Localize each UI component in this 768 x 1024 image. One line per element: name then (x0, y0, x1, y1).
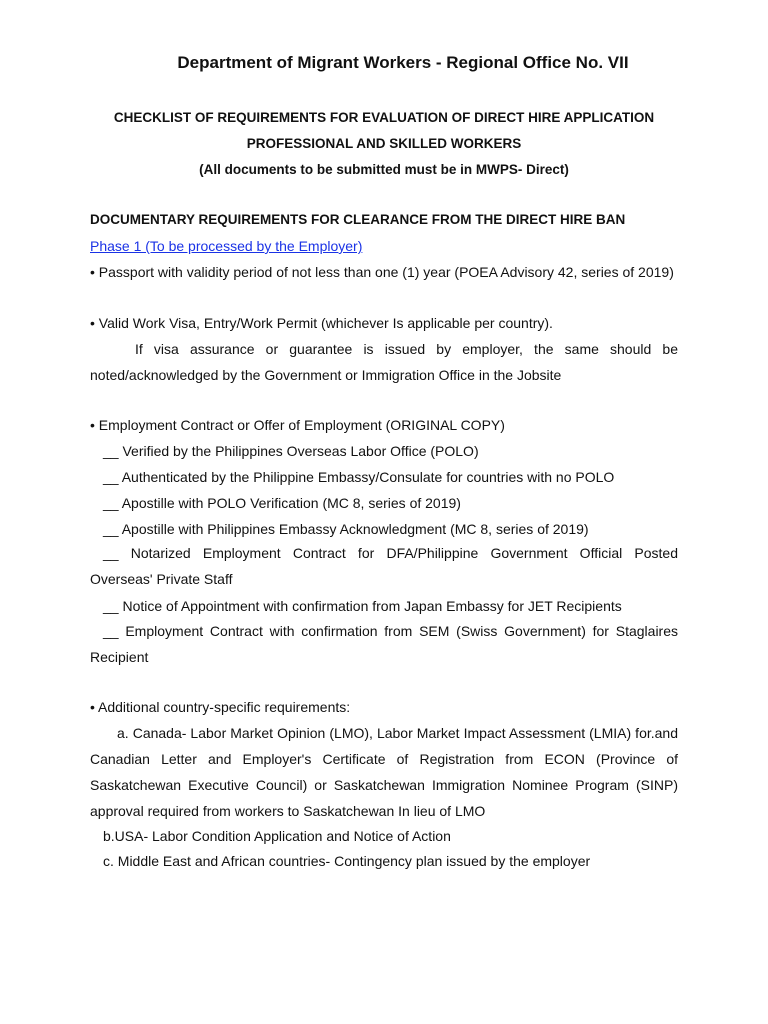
page-title: Department of Migrant Workers - Regional Office No. VII (177, 53, 629, 72)
contract-item-apostille-polo: __ Apostille with POLO Verification (MC 8, series of 2019) (103, 495, 461, 511)
contract-item-polo: __ Verified by the Philippines Overseas Labor Office (POLO) (103, 443, 479, 459)
section-heading: DOCUMENTARY REQUIREMENTS FOR CLEARANCE FROM THE DIRECT HIRE BAN (90, 212, 626, 227)
visa-requirement: • Valid Work Visa, Entry/Work Permit (whichever Is applicable per country). (90, 315, 553, 331)
checklist-subheading: PROFESSIONAL AND SKILLED WORKERS (246, 136, 522, 151)
contract-item-sem: __ Employment Contract with confirmation from SEM (Swiss Government) for Staglaires Recipient (90, 623, 678, 665)
contract-item-apostille-embassy: __ Apostille with Philippines Embassy Acknowledgment (MC 8, series of 2019) (103, 521, 589, 537)
passport-requirement: • Passport with validity period of not less than one (1) year (POEA Advisory 42, series of 2019) (90, 264, 674, 280)
contract-item-embassy: __ Authenticated by the Philippine Embassy/Consulate for countries with no POLO (103, 469, 615, 485)
additional-requirements: • Additional country-specific requirements: (90, 699, 351, 715)
middle-east-requirement: c. Middle East and African countries- Contingency plan issued by the employer (103, 853, 591, 869)
phase-1-link[interactable]: Phase 1 (To be processed by the Employer) (90, 238, 363, 254)
checklist-heading: CHECKLIST OF REQUIREMENTS FOR EVALUATION OF DIRECT HIRE APPLICATION (113, 110, 655, 125)
contract-item-jet: __ Notice of Appointment with confirmation from Japan Embassy for JET Recipients (103, 598, 622, 614)
contract-requirement: • Employment Contract or Offer of Employment (ORIGINAL COPY) (90, 417, 505, 433)
contract-item-notarized: __ Notarized Employment Contract for DFA/Philippine Government Official Posted Overseas' Private Staff (90, 545, 678, 587)
usa-requirement: b.USA- Labor Condition Application and Notice of Action (103, 828, 451, 844)
checklist-note: (All documents to be submitted must be in MWPS- Direct) (199, 162, 569, 177)
canada-requirement: a. Canada- Labor Market Opinion (LMO), Labor Market Impact Assessment (LMIA) for.and Canadian Letter and Employer's Certificate of Registration from ECON (Province of Saskatchewan Executive Council) or Saskatchewan Immigration Nominee Program (SINP) approval required from workers to Saskatchewan In lieu of LMO (90, 725, 678, 819)
visa-note: If visa assurance or guarantee is issued by employer, the same should be noted/acknowledged by the Government or Immigration Office in the Jobsite (90, 341, 678, 383)
